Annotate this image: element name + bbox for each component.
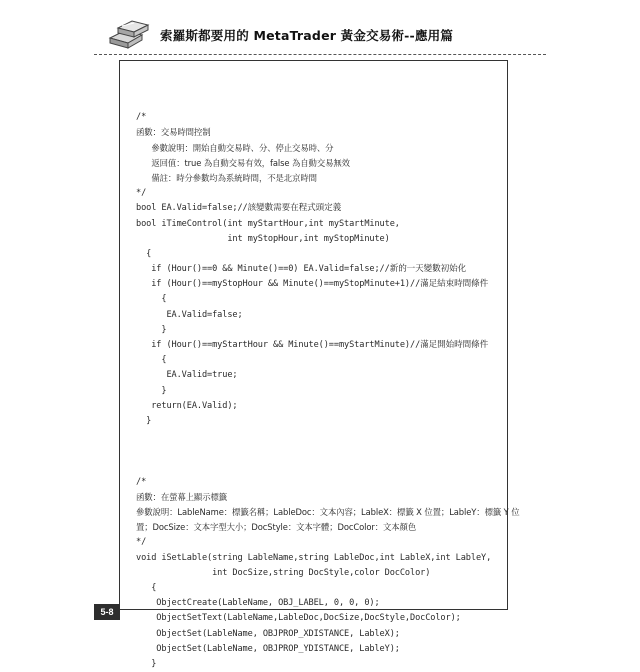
code-line: if (Hour()==0 && Minute()==0) EA.Valid=false;//新的一天變數初始化 [136,264,467,275]
code-line: ObjectSetText(LableName,LableDoc,DocSize,DocStyle,DocColor); [136,613,461,624]
code-line: EA.Valid=false; [136,309,243,320]
code-listing-box [119,60,520,669]
code-line [136,95,501,110]
code-line: 備註：時分參數均為系統時間，不是北京時間 [136,172,317,183]
code-line: /* [136,476,147,487]
code-line: 參數說明：LableName：標籤名稱；LableDoc：文本內容；LableX：標籤 X 位置；LableY：標籤 Y 位 [136,507,520,518]
code-line: void iSetLable(string LableName,string LableDoc,int LableX,int LableY, [136,552,492,563]
code-line: } [136,385,167,396]
code-line: 返回值：true 為自動交易有效，false 為自動交易無效 [136,157,350,168]
code-line: bool EA.Valid=false;//該變數需要在程式頭定義 [136,203,342,214]
code-line: 置；DocSize：文本字型大小；DocStyle：文本字體；DocColor：文本顏色 [136,522,417,533]
gold-bars-icon [104,14,154,54]
code-line [136,429,501,444]
header-divider [94,54,546,55]
code-line: ObjectCreate(LableName, OBJ_LABEL, 0, 0, 0); [136,598,380,609]
code-listing [136,95,520,672]
code-line: ObjectSet(LableName, OBJPROP_YDISTANCE, LableY); [136,643,400,654]
code-line: } [136,415,152,426]
code-line: 參數說明：開始自動交易時、分、停止交易時、分 [136,142,334,153]
code-line: */ [136,537,147,548]
code-line: if (Hour()==myStartHour && Minute()==myStartMinute)//滿足開始時間條件 [136,340,489,350]
code-line: bool iTimeControl(int myStartHour,int myStartMinute, [136,218,400,229]
page-header-title: 索羅斯都要用的 MetaTrader 黃金交易術--應用篇 [160,28,454,43]
code-line: { [136,248,152,259]
code-line: { [136,355,167,366]
code-line: */ [136,188,147,199]
code-line: ObjectSet(LableName, OBJPROP_XDISTANCE, LableX); [136,628,400,639]
code-line: int DocSize,string DocStyle,color DocColor) [136,567,431,578]
code-line: 函數：在螢幕上顯示標籤 [136,491,228,502]
code-line: return(EA.Valid); [136,400,238,411]
code-line: } [136,324,167,335]
code-line [136,460,501,475]
code-line: } [136,658,157,669]
code-line: EA.Valid=true; [136,370,238,381]
code-line: int myStopHour,int myStopMinute) [136,233,390,244]
page-number: 5-8 [94,604,120,620]
code-line: { [136,583,157,593]
code-line: if (Hour()==myStopHour && Minute()==myStopMinute+1)//滿足結束時間條件 [136,279,489,290]
code-line: /* [136,112,147,123]
code-line [136,444,501,459]
code-line: 函數：交易時間控制 [136,127,211,138]
code-line: { [136,294,167,305]
